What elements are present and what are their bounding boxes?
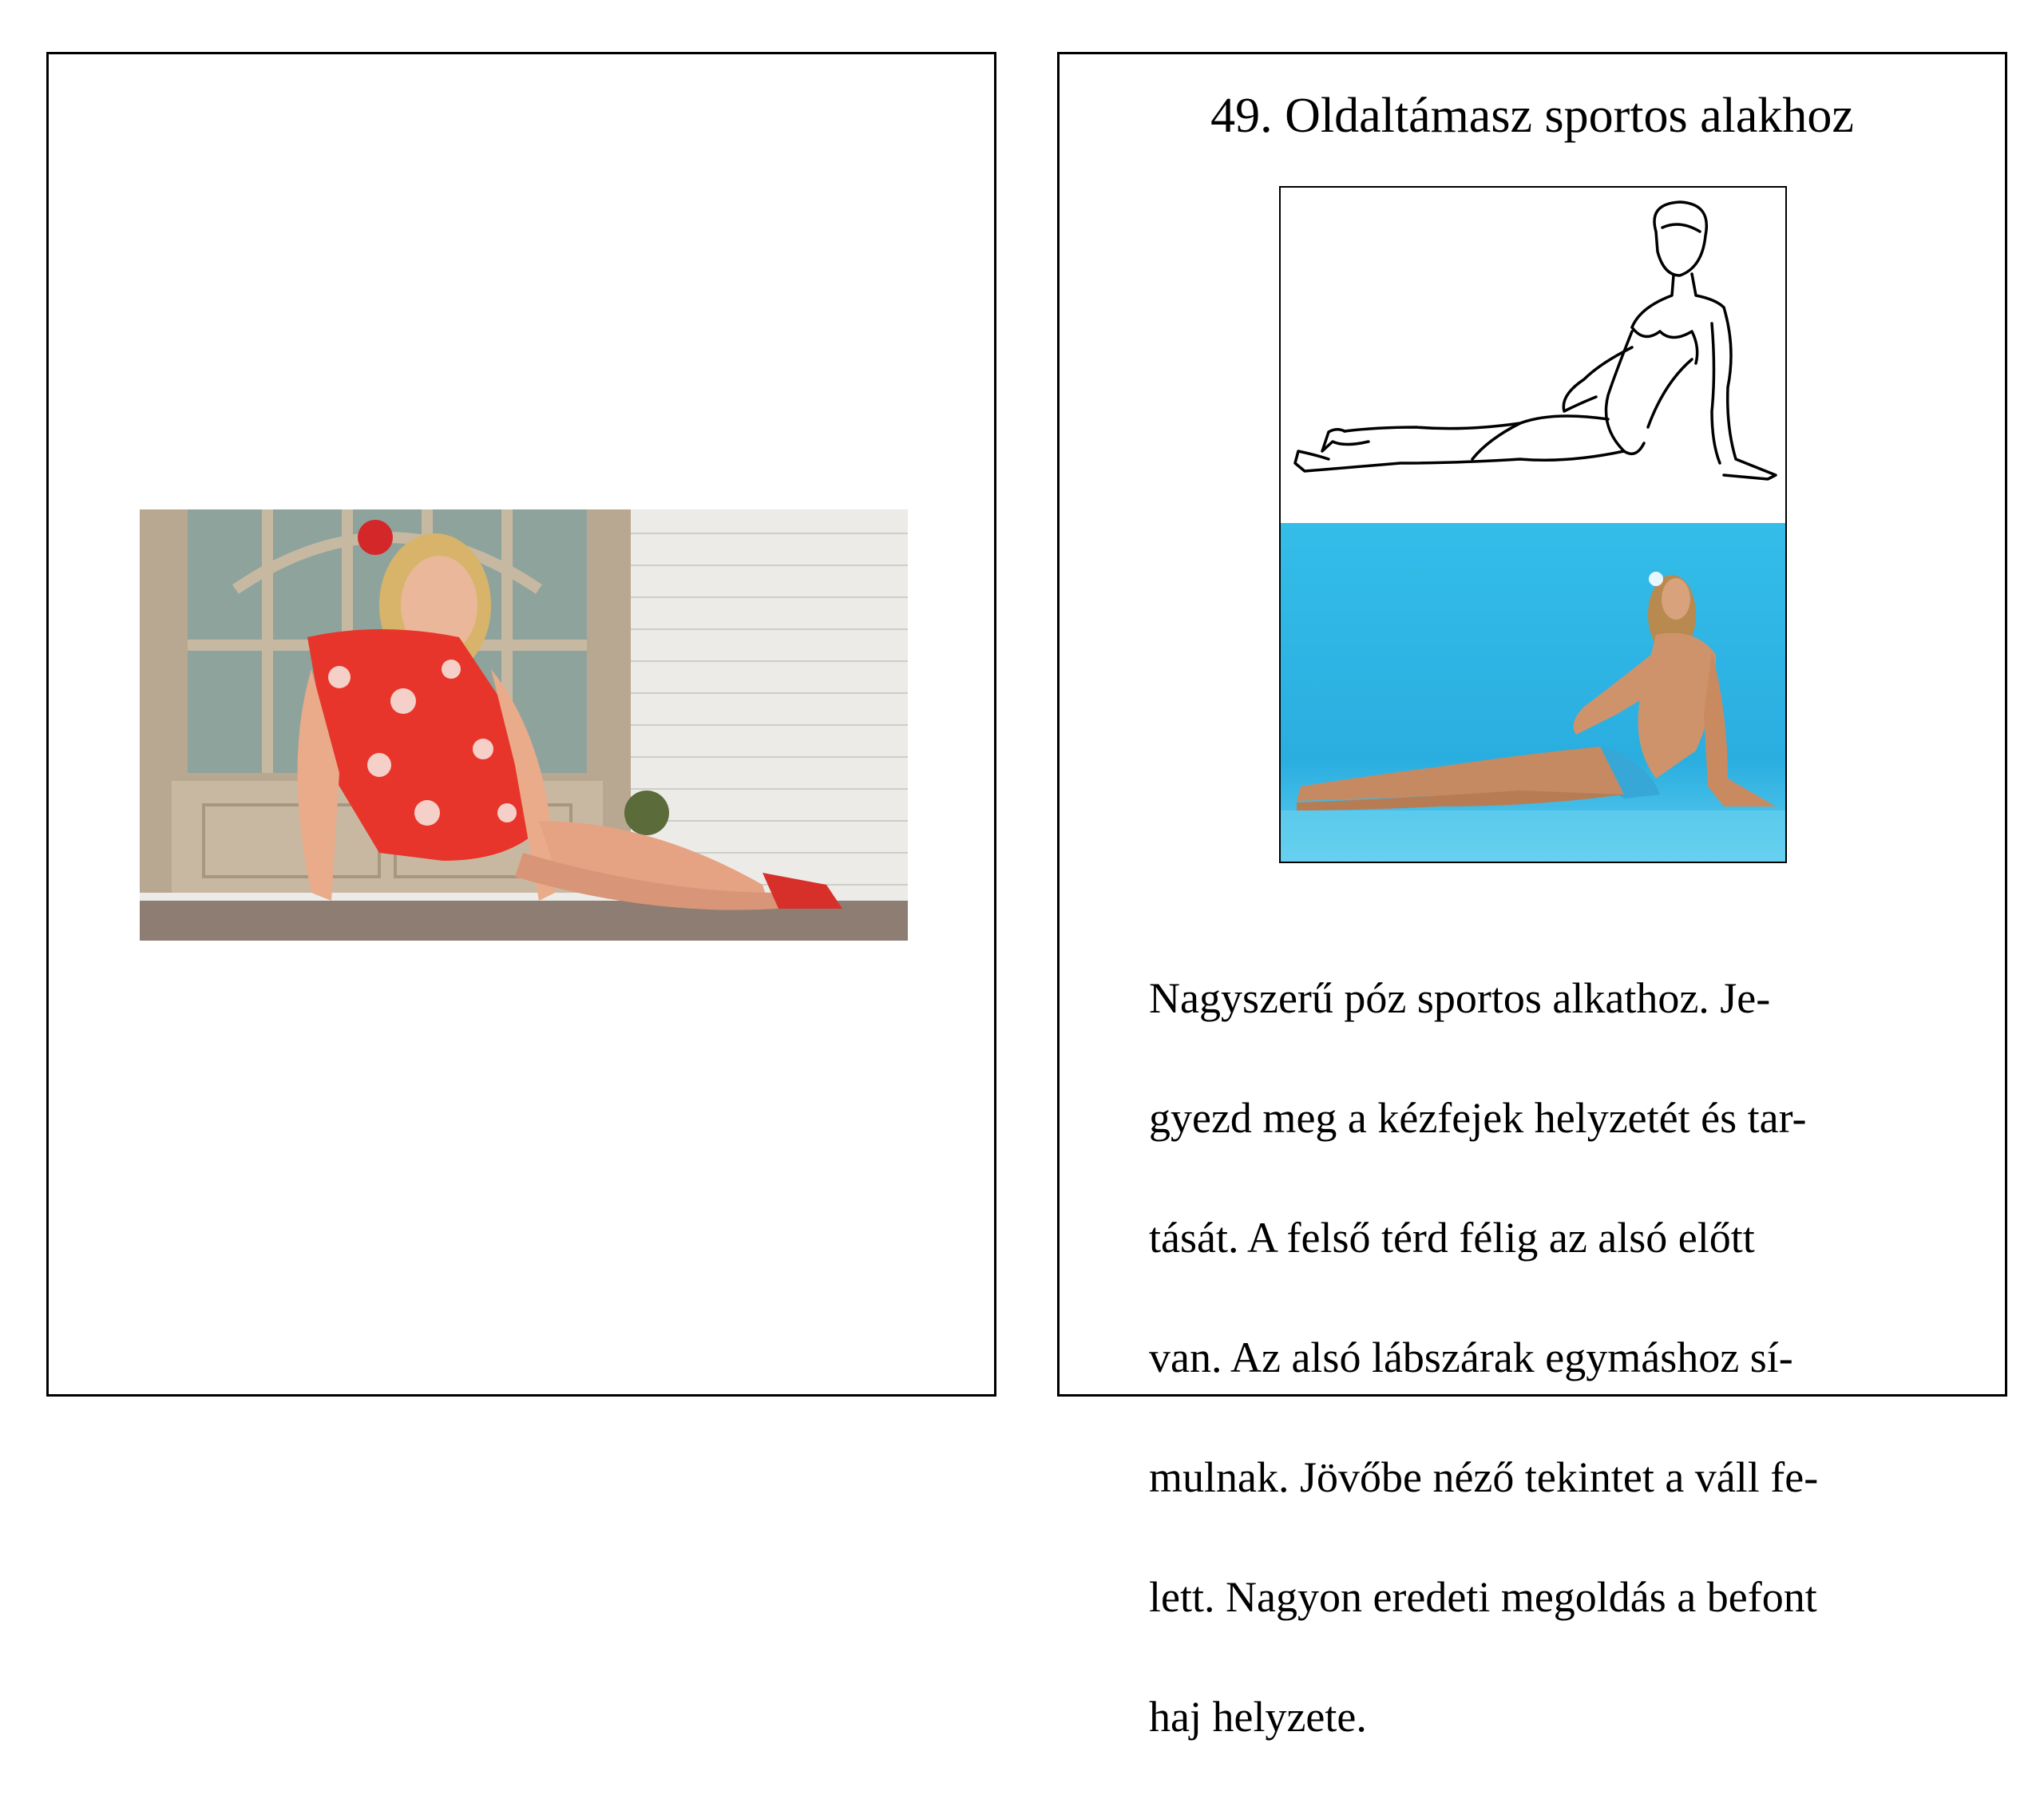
description-line: Nagyszerű póz sportos alkathoz. Je- bbox=[1149, 974, 1771, 1022]
pose-description bbox=[1149, 909, 1947, 1807]
description-line: lett. Nagyon eredeti megoldás a befont bbox=[1149, 1573, 1817, 1621]
pose-sketch bbox=[1281, 188, 1785, 523]
pose-figure bbox=[1279, 186, 1787, 863]
pose-photo bbox=[1281, 523, 1785, 862]
description-line: van. Az alsó lábszárak egymáshoz sí- bbox=[1149, 1333, 1793, 1381]
description-line: haj helyzete. bbox=[1149, 1693, 1367, 1741]
right-page bbox=[1057, 52, 2007, 1741]
description-line: mulnak. Jövőbe néző tekintet a váll fe- bbox=[1149, 1453, 1819, 1501]
page-title: 49. Oldaltámasz sportos alakhoz bbox=[1210, 89, 1854, 143]
woman-red-dress-photo bbox=[140, 509, 908, 941]
description-line: tását. A felső térd félig az alsó előtt bbox=[1149, 1214, 1755, 1262]
description-line: gyezd meg a kézfejek helyzetét és tar- bbox=[1149, 1094, 1807, 1142]
left-page bbox=[46, 52, 996, 1397]
